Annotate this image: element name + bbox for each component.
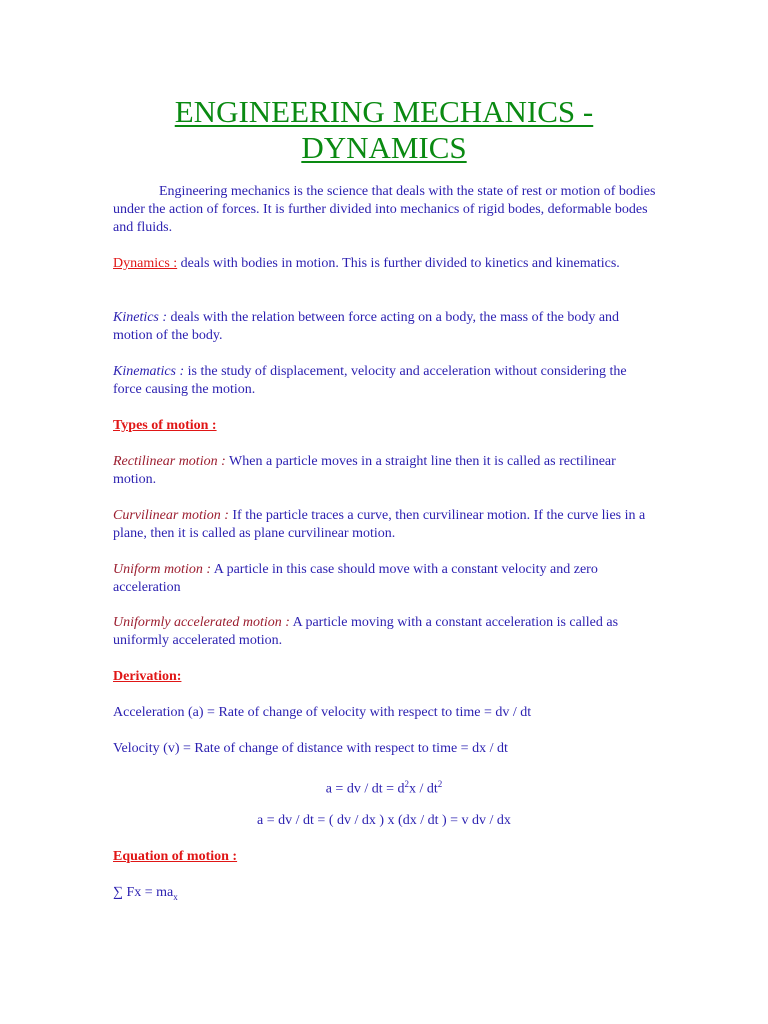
- rectilinear-label: Rectilinear motion :: [113, 454, 226, 469]
- page-title: [0, 94, 768, 166]
- uniformly-accelerated-label: Uniformly accelerated motion :: [113, 615, 290, 630]
- intro-paragraph: Engineering mechanics is the science that deals with the state of rest or motion of bodies under the action of forces. It is further divided into mechanics of rigid bodes, deformable bodes and fluids.: [113, 184, 656, 235]
- kinetics-text: deals with the relation between force acting on a body, the mass of the body and motion of the body.: [113, 310, 620, 343]
- uniform-text: A particle in this case should move with a constant velocity and zero acceleration: [113, 562, 598, 595]
- dynamics-text: deals with bodies in motion. This is further divided to kinetics and kinematics.: [177, 256, 620, 271]
- acceleration-equation: [0, 775, 768, 799]
- eq1-part-b: x / dt: [409, 781, 438, 797]
- equation-of-motion-heading: Equation of motion :: [113, 849, 238, 864]
- kinetics-label: Kinetics :: [113, 310, 168, 325]
- force-equation: [113, 884, 178, 906]
- uniform-label: Uniform motion :: [113, 562, 211, 577]
- eq1-superscript-1: 2: [404, 779, 409, 789]
- velocity-definition: Velocity (v) = Rate of change of distance with respect to time = dx / dt: [113, 741, 508, 756]
- kinematics-label: Kinematics :: [113, 364, 185, 379]
- eq1-part-a: a = dv / dt = d: [325, 781, 405, 797]
- kinematics-definition: [113, 363, 658, 399]
- title-line-1: ENGINEERING MECHANICS -: [174, 94, 594, 129]
- rectilinear-motion: [113, 453, 658, 489]
- eq1-superscript-2: 2: [437, 779, 443, 789]
- dynamics-label: Dynamics :: [113, 256, 178, 271]
- force-equation-subscript: x: [173, 891, 178, 902]
- rectilinear-text: When a particle moves in a straight line then it is called as rectilinear motion.: [113, 454, 616, 487]
- force-equation-main: ∑ Fx = ma: [113, 885, 174, 900]
- curvilinear-label: Curvilinear motion :: [113, 508, 229, 523]
- title-line-2: DYNAMICS: [301, 130, 467, 165]
- uniformly-accelerated-text: A particle moving with a constant acceleration is called as uniformly accelerated motion.: [113, 615, 619, 648]
- derivation-heading: Derivation:: [113, 669, 182, 684]
- dynamics-definition: [113, 255, 658, 273]
- kinetics-definition: [113, 309, 658, 345]
- uniform-motion: [113, 561, 658, 597]
- types-of-motion-heading: Types of motion :: [113, 418, 217, 433]
- uniformly-accelerated-motion: [113, 614, 658, 650]
- curvilinear-text: If the particle traces a curve, then curvilinear motion. If the curve lies in a plane, then it is called as plane curvilinear motion.: [113, 508, 646, 541]
- chain-rule-equation: a = dv / dt = ( dv / dx ) x (dx / dt ) = v dv / dx: [257, 813, 511, 828]
- curvilinear-motion: [113, 507, 658, 543]
- kinematics-text: is the study of displacement, velocity and acceleration without considering the force causing the motion.: [113, 364, 627, 397]
- acceleration-definition: Acceleration (a) = Rate of change of velocity with respect to time = dv / dt: [113, 705, 532, 720]
